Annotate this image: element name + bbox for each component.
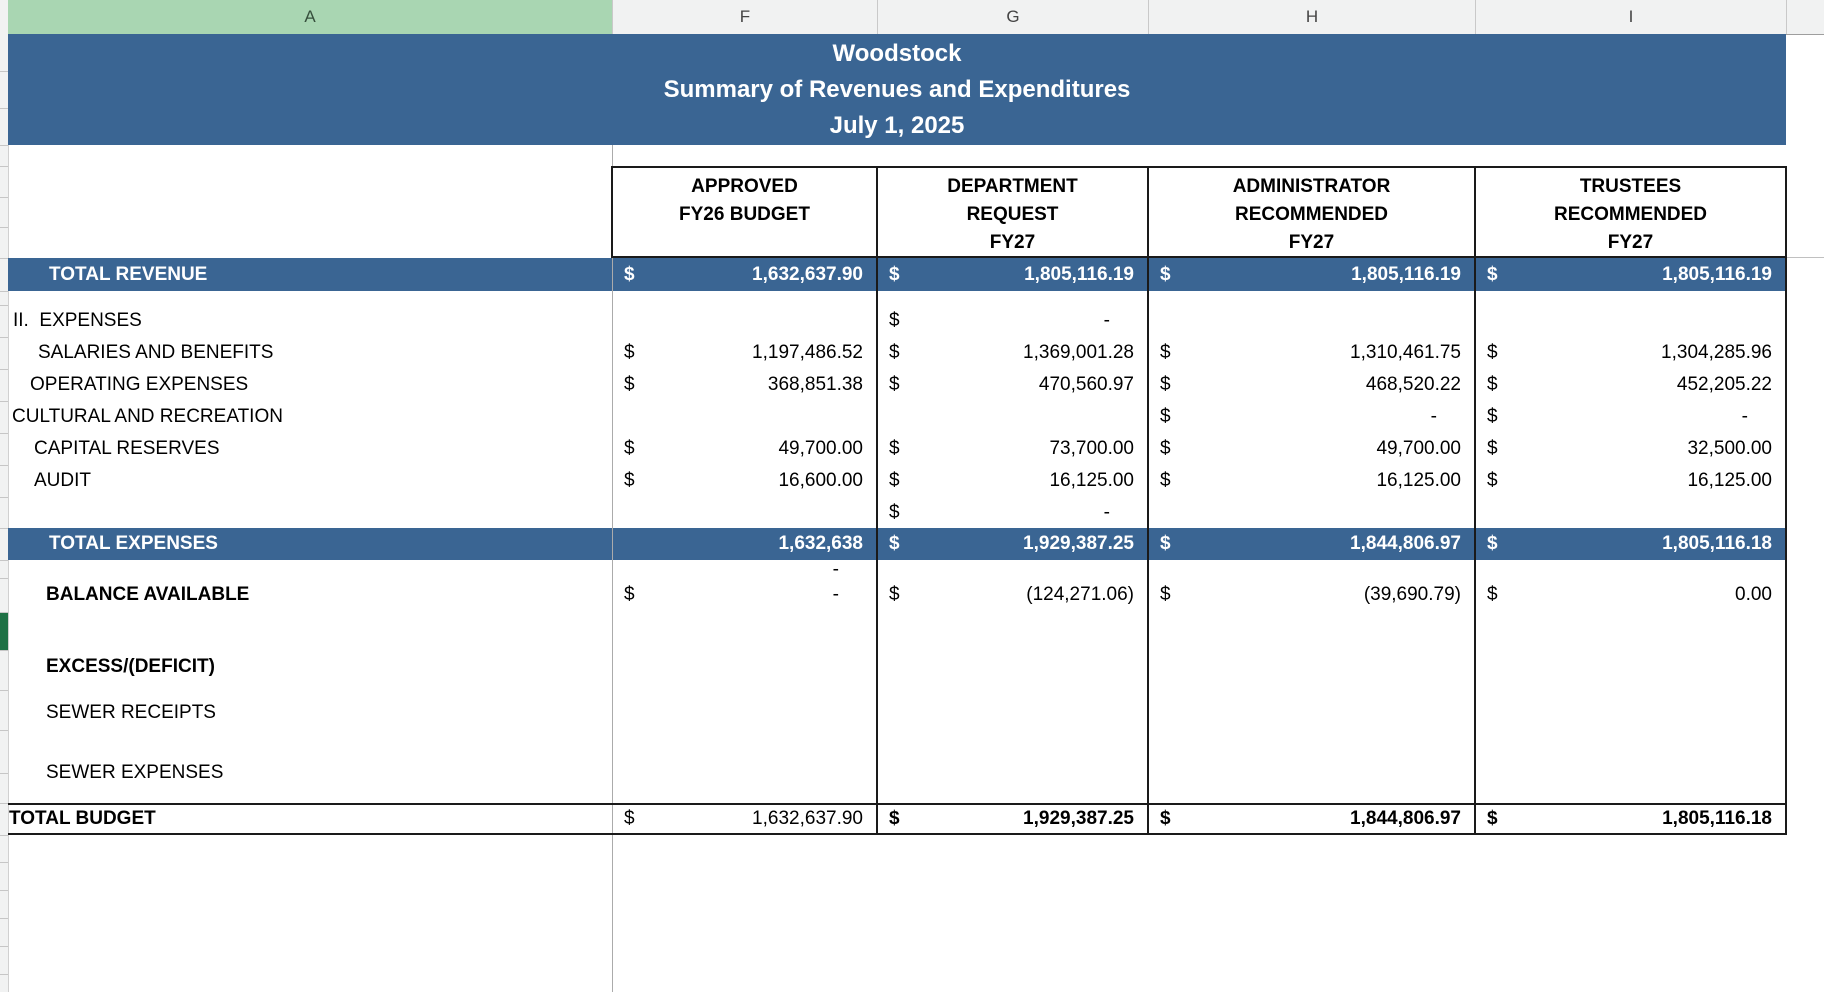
row-strip-separator xyxy=(0,258,8,259)
row-strip-separator xyxy=(0,730,8,731)
cell-h[interactable]: $ - xyxy=(1160,406,1437,427)
cell-h[interactable]: $ 1,805,116.19 xyxy=(1160,264,1461,285)
row-strip-separator xyxy=(0,528,8,529)
row-strip-separator xyxy=(0,291,8,292)
cell-h[interactable]: $ 1,310,461.75 xyxy=(1160,342,1461,363)
cell-h[interactable] xyxy=(1148,650,1475,684)
row-strip-separator xyxy=(0,369,8,370)
row-strip-separator xyxy=(0,71,8,72)
row-strip-separator xyxy=(0,578,8,579)
row-strip-separator xyxy=(0,227,8,228)
cell-f[interactable] xyxy=(612,650,877,684)
row-total-expenses-wrap-dash xyxy=(8,560,1786,580)
row-strip-separator xyxy=(0,108,8,109)
cell-i[interactable] xyxy=(1475,560,1786,580)
cell-h[interactable] xyxy=(1148,497,1475,528)
cell-g[interactable] xyxy=(877,560,1148,580)
row-sewer-receipts xyxy=(8,696,1786,730)
total-budget-top-border xyxy=(8,803,1787,805)
cell-i[interactable]: $ 1,805,116.18 xyxy=(1487,808,1772,829)
total-budget-bottom-border xyxy=(8,833,1787,835)
column-header-g[interactable]: G xyxy=(877,0,1148,34)
title-line-1: Woodstock xyxy=(832,39,962,67)
column-header-row xyxy=(0,0,1824,35)
border-f-g xyxy=(876,166,878,835)
cell-i[interactable] xyxy=(1475,305,1786,337)
cell-i[interactable] xyxy=(1475,696,1786,730)
row-label[interactable]: EXCESS/(DEFICIT) xyxy=(46,656,215,677)
cell-f[interactable]: $ 368,851.38 xyxy=(624,374,863,395)
row-expenses-section xyxy=(8,305,1786,337)
row-audit xyxy=(8,465,1786,497)
cell-g[interactable]: $ 73,700.00 xyxy=(889,438,1134,459)
cell-h[interactable]: $ 49,700.00 xyxy=(1160,438,1461,459)
cell-i[interactable]: $ 1,805,116.18 xyxy=(1487,533,1772,554)
row-strip-separator xyxy=(0,197,8,198)
row-blank-dash xyxy=(8,497,1786,528)
row-label[interactable]: TOTAL EXPENSES xyxy=(49,533,218,554)
cell-f[interactable] xyxy=(612,756,877,790)
title-cell[interactable] xyxy=(8,34,1786,145)
header-administrator-recommended[interactable]: ADMINISTRATOR RECOMMENDED FY27 xyxy=(1232,176,1391,253)
row-strip-separator xyxy=(0,803,8,804)
row-cultural-and-recreation xyxy=(8,401,1786,433)
column-header-a[interactable]: A xyxy=(8,0,612,34)
row-strip-separator xyxy=(0,337,8,338)
row-strip-separator xyxy=(0,166,8,167)
row-label[interactable] xyxy=(8,497,612,528)
border-h-i xyxy=(1474,166,1476,835)
selected-row-marker xyxy=(0,613,8,650)
cell-g[interactable]: $ 1,805,116.19 xyxy=(889,264,1134,285)
table-right-border xyxy=(1785,166,1787,835)
row-strip-separator xyxy=(0,690,8,691)
row-strip-separator xyxy=(0,465,8,466)
cell-h[interactable]: $ (39,690.79) xyxy=(1160,584,1461,605)
row-sewer-expenses xyxy=(8,756,1786,790)
cell-g[interactable]: $ 1,369,001.28 xyxy=(889,342,1134,363)
row-label[interactable]: SEWER EXPENSES xyxy=(46,762,224,783)
cell-h[interactable]: $ 16,125.00 xyxy=(1160,470,1461,491)
cell-h[interactable] xyxy=(1148,756,1475,790)
border-g-h xyxy=(1147,166,1149,835)
cell-h[interactable]: $ 468,520.22 xyxy=(1160,374,1461,395)
row-strip-separator xyxy=(0,974,8,975)
cell-g[interactable]: $ - xyxy=(889,310,1110,331)
row-total-expenses xyxy=(8,528,1786,560)
title-line-2: Summary of Revenues and Expenditures xyxy=(663,75,1131,103)
row-strip-separator xyxy=(0,145,8,146)
cell-i[interactable] xyxy=(1475,497,1786,528)
row-label[interactable]: CULTURAL AND RECREATION xyxy=(12,406,283,427)
title-line-3: July 1, 2025 xyxy=(829,111,965,139)
row-label[interactable]: SALARIES AND BENEFITS xyxy=(38,342,274,363)
cell-f[interactable] xyxy=(612,401,877,433)
cell-g[interactable]: $ - xyxy=(889,502,1110,523)
cell-g[interactable]: $ 1,929,387.25 xyxy=(889,808,1134,829)
column-header-f[interactable]: F xyxy=(612,0,877,34)
cell-f[interactable]: $ - xyxy=(624,584,839,605)
row-label[interactable]: AUDIT xyxy=(34,470,91,491)
cell-i[interactable]: $ 32,500.00 xyxy=(1487,438,1772,459)
header-approved-fy26[interactable]: APPROVED FY26 BUDGET xyxy=(679,176,810,225)
header-box-top-border xyxy=(612,166,1787,168)
gridline-right-of-table xyxy=(1787,257,1824,258)
row-capital-reserves xyxy=(8,433,1786,465)
row-excess-deficit xyxy=(8,650,1786,684)
row-label[interactable]: SEWER RECEIPTS xyxy=(46,702,216,723)
cell-i[interactable] xyxy=(1475,756,1786,790)
cell-h[interactable] xyxy=(1148,305,1475,337)
row-total-budget xyxy=(8,805,1786,833)
cell-i[interactable]: $ 0.00 xyxy=(1487,584,1772,605)
cell-i[interactable]: $ 16,125.00 xyxy=(1487,470,1772,491)
column-header-h[interactable]: H xyxy=(1148,0,1475,34)
row-strip-separator xyxy=(0,946,8,947)
row-operating-expenses xyxy=(8,369,1786,401)
row-label[interactable]: BALANCE AVAILABLE xyxy=(46,584,250,605)
column-a-right-gridline xyxy=(612,145,613,992)
cell-f[interactable]: - xyxy=(832,559,839,580)
cell-f[interactable]: 1,632,638 xyxy=(778,533,863,554)
cell-f[interactable]: $ 1,632,637.90 xyxy=(624,264,863,285)
cell-g[interactable]: $ 470,560.97 xyxy=(889,374,1134,395)
header-trustees-recommended[interactable]: TRUSTEES RECOMMENDED FY27 xyxy=(1553,176,1708,253)
cell-h[interactable]: $ 1,844,806.97 xyxy=(1160,808,1461,829)
cell-g[interactable] xyxy=(877,756,1148,790)
header-department-request[interactable]: DEPARTMENT REQUEST FY27 xyxy=(947,176,1078,253)
cell-f[interactable] xyxy=(612,497,877,528)
cell-g[interactable]: $ 16,125.00 xyxy=(889,470,1134,491)
row-label[interactable]: TOTAL REVENUE xyxy=(49,264,208,285)
row-strip-separator xyxy=(0,862,8,863)
row-strip-separator xyxy=(0,650,8,651)
cell-f[interactable] xyxy=(612,305,877,337)
row-label[interactable] xyxy=(8,560,612,580)
cell-h[interactable] xyxy=(1148,696,1475,730)
row-strip-separator xyxy=(0,305,8,306)
row-strip-separator xyxy=(0,773,8,774)
cell-g[interactable] xyxy=(877,696,1148,730)
cell-i[interactable]: $ 1,304,285.96 xyxy=(1487,342,1772,363)
row-strip-separator xyxy=(0,433,8,434)
column-header-i[interactable]: I xyxy=(1475,0,1786,34)
cell-i[interactable] xyxy=(1475,650,1786,684)
cell-g[interactable]: $ (124,271.06) xyxy=(889,584,1134,605)
cell-h[interactable] xyxy=(1148,560,1475,580)
column-header-next[interactable] xyxy=(1786,0,1824,34)
cell-i[interactable]: $ - xyxy=(1487,406,1748,427)
row-label[interactable]: TOTAL BUDGET xyxy=(9,808,156,829)
cell-f[interactable]: $ 1,197,486.52 xyxy=(624,342,863,363)
cell-f[interactable]: $ 49,700.00 xyxy=(624,438,863,459)
cell-f[interactable]: $ 16,600.00 xyxy=(624,470,863,491)
row-strip-separator xyxy=(0,918,8,919)
cell-i[interactable]: $ 1,805,116.19 xyxy=(1487,264,1772,285)
header-box-left-border xyxy=(611,166,613,258)
cell-h[interactable]: $ 1,844,806.97 xyxy=(1160,533,1461,554)
cell-g[interactable] xyxy=(877,650,1148,684)
row-strip-separator xyxy=(0,612,8,613)
row-strip-separator xyxy=(0,890,8,891)
row-balance-available xyxy=(8,578,1786,612)
row-strip-separator xyxy=(0,401,8,402)
row-total-revenue xyxy=(8,258,1786,291)
header-box-bottom-border xyxy=(612,256,1787,258)
cell-g[interactable] xyxy=(877,401,1148,433)
row-label[interactable]: II. EXPENSES xyxy=(13,310,142,331)
row-label[interactable]: CAPITAL RESERVES xyxy=(34,438,220,459)
row-salaries-and-benefits xyxy=(8,337,1786,369)
row-label[interactable]: OPERATING EXPENSES xyxy=(30,374,249,395)
select-all-corner[interactable] xyxy=(0,0,8,34)
cell-i[interactable]: $ 452,205.22 xyxy=(1487,374,1772,395)
row-strip-separator xyxy=(0,560,8,561)
row-strip-separator xyxy=(0,835,8,836)
cell-g[interactable]: $ 1,929,387.25 xyxy=(889,533,1134,554)
row-strip-separator xyxy=(0,497,8,498)
cell-f[interactable]: $ 1,632,637.90 xyxy=(624,808,863,829)
budget-column-headers xyxy=(612,166,1786,256)
cell-f[interactable] xyxy=(612,696,877,730)
